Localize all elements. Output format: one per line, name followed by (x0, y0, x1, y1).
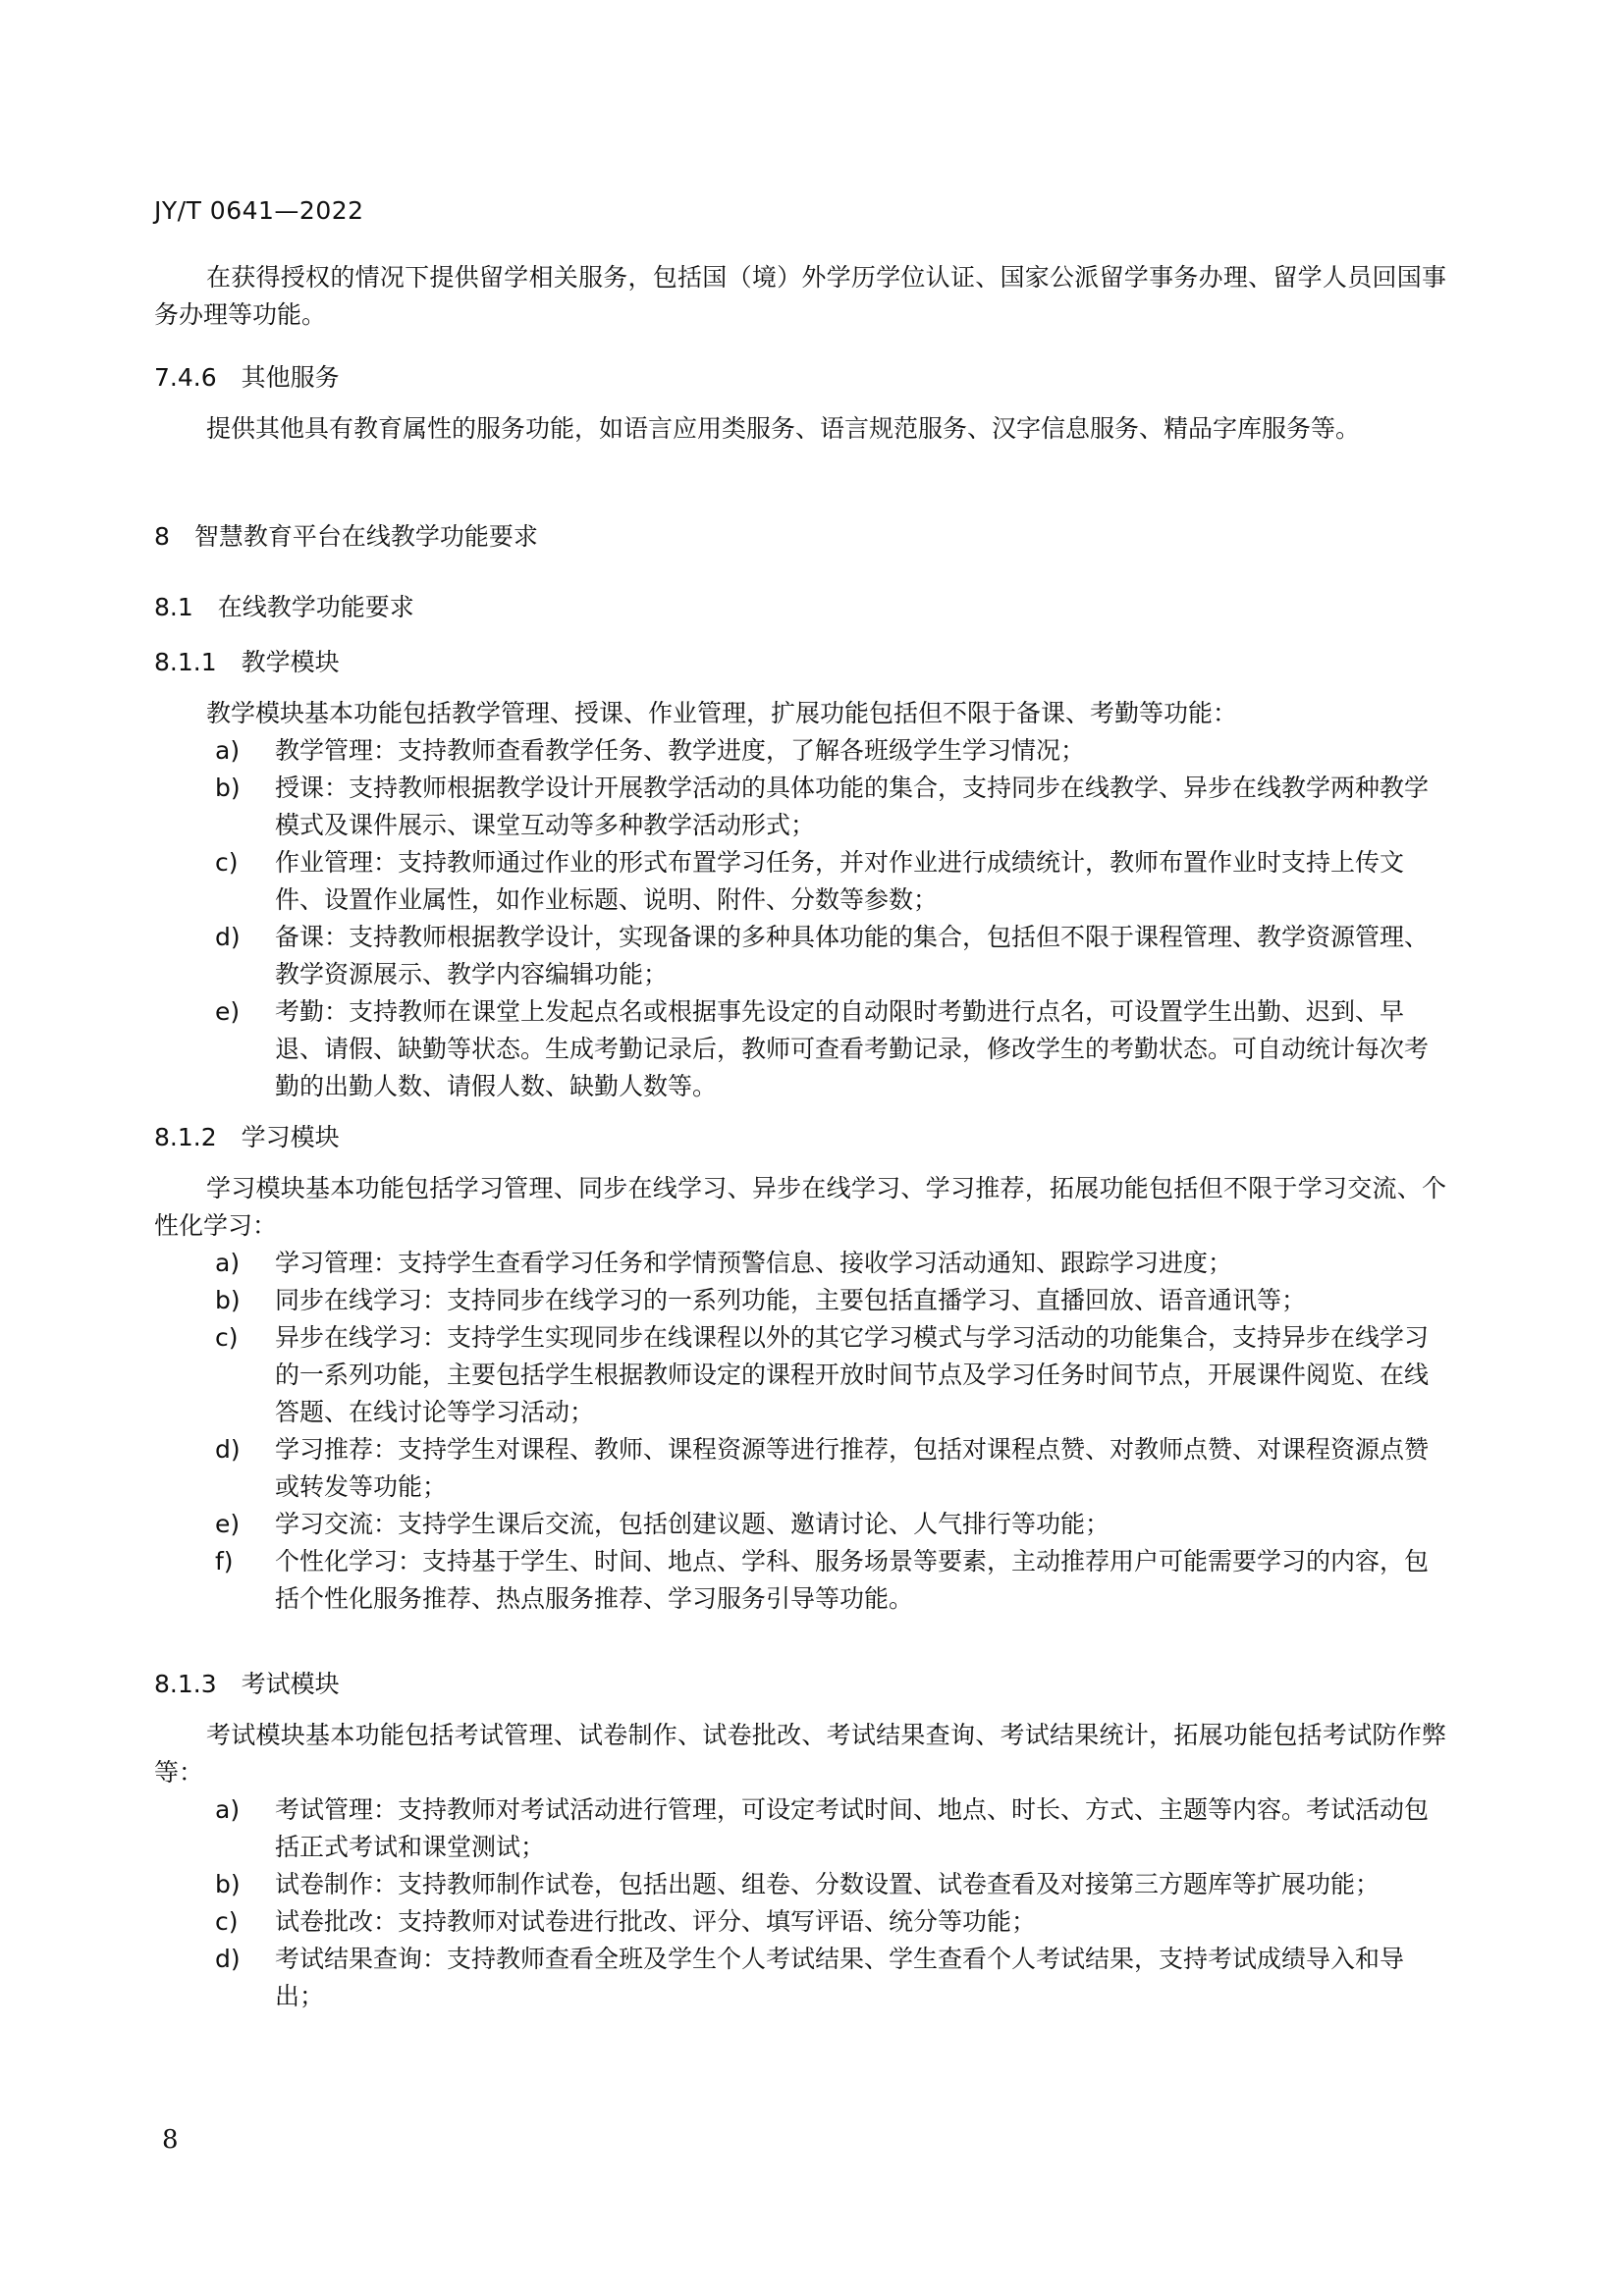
section-heading: 7.4.6 其他服务 (154, 363, 340, 392)
chapter-heading: 8 智慧教育平台在线教学功能要求 (154, 522, 538, 551)
list-teaching (154, 732, 1446, 1105)
list-item (154, 1245, 1446, 1282)
section-8-1-1 (154, 644, 1446, 1105)
document-id-header: JY/T 0641—2022 (154, 196, 364, 225)
list-item (154, 1282, 1446, 1319)
list-label: a) (215, 1795, 241, 1824)
list-item (154, 770, 1446, 844)
list-text: 试卷制作：支持教师制作试卷，包括出题、组卷、分数设置、试卷查看及对接第三方题库等扩展功能； (275, 1870, 1380, 1898)
section-8 (154, 518, 1446, 556)
list-text: 授课：支持教师根据教学设计开展教学活动的具体功能的集合，支持同步在线教学、异步在线教学两种教学模式及课件展示、课堂互动等多种教学活动形式； (275, 774, 1430, 839)
list-item (154, 732, 1446, 770)
list-text: 教学管理：支持教师查看教学任务、教学进度，了解各班级学生学习情况； (275, 736, 1086, 765)
list-label: d) (215, 1435, 241, 1464)
list-label: b) (215, 774, 241, 802)
intro-paragraph: 在获得授权的情况下提供留学相关服务，包括国（境）外学历学位认证、国家公派留学事务办理、留学人员回国事务办理等功能。 (154, 263, 1446, 329)
list-item (154, 1543, 1446, 1618)
section-heading: 8.1.1 教学模块 (154, 648, 340, 676)
list-item (154, 1903, 1446, 1941)
list-item (154, 1866, 1446, 1903)
list-text: 作业管理：支持教师通过作业的形式布置学习任务，并对作业进行成绩统计，教师布置作业时支持上传文件、设置作业属性，如作业标题、说明、附件、分数等参数； (275, 848, 1405, 914)
list-item (154, 1431, 1446, 1506)
list-label: f) (215, 1547, 234, 1575)
list-label: c) (215, 848, 239, 877)
list-text: 考试管理：支持教师对考试活动进行管理，可设定考试时间、地点、时长、方式、主题等内容。考试活动包括正式考试和课堂测试； (275, 1795, 1430, 1861)
section-7-4-6 (154, 359, 1446, 448)
list-text: 学习交流：支持学生课后交流，包括创建议题、邀请讨论、人气排行等功能； (275, 1510, 1110, 1538)
section-intro: 教学模块基本功能包括教学管理、授课、作业管理，扩展功能包括但不限于备课、考勤等功能： (206, 699, 1238, 727)
section-8-1-2 (154, 1119, 1446, 1618)
list-text: 同步在线学习：支持同步在线学习的一系列功能，主要包括直播学习、直播回放、语音通讯等； (275, 1286, 1307, 1314)
list-item (154, 1319, 1446, 1431)
section-intro: 考试模块基本功能包括考试管理、试卷制作、试卷批改、考试结果查询、考试结果统计，拓展功能包括考试防作弊等： (154, 1721, 1446, 1787)
list-label: c) (215, 1323, 239, 1352)
section-paragraph: 提供其他具有教育属性的服务功能，如语言应用类服务、语言规范服务、汉字信息服务、精品字库服务等。 (206, 414, 1361, 443)
list-item (154, 844, 1446, 919)
list-text: 个性化学习：支持基于学生、时间、地点、学科、服务场景等要素，主动推荐用户可能需要学习的内容，包括个性化服务推荐、热点服务推荐、学习服务引导等功能。 (275, 1547, 1430, 1613)
list-label: e) (215, 1510, 241, 1538)
list-item (154, 1506, 1446, 1543)
list-label: b) (215, 1870, 241, 1898)
section-heading: 8.1.2 学习模块 (154, 1123, 340, 1151)
list-label: a) (215, 736, 241, 765)
list-learning (154, 1245, 1446, 1618)
list-text: 学习管理：支持学生查看学习任务和学情预警信息、接收学习活动通知、跟踪学习进度； (275, 1249, 1233, 1277)
list-text: 异步在线学习：支持学生实现同步在线课程以外的其它学习模式与学习活动的功能集合，支持异步在线学习的一系列功能，主要包括学生根据教师设定的课程开放时间节点及学习任务时间节点，开展课件阅览、在线答题、在线讨论等学习活动； (275, 1323, 1430, 1426)
list-label: e) (215, 997, 241, 1026)
list-exam (154, 1791, 1446, 2015)
list-item (154, 919, 1446, 993)
list-text: 试卷批改：支持教师对试卷进行批改、评分、填写评语、统分等功能； (275, 1907, 1037, 1936)
section-intro: 学习模块基本功能包括学习管理、同步在线学习、异步在线学习、学习推荐，拓展功能包括但不限于学习交流、个性化学习： (154, 1174, 1446, 1240)
list-text: 考试结果查询：支持教师查看全班及学生个人考试结果、学生查看个人考试结果，支持考试成绩导入和导出； (275, 1945, 1405, 2010)
list-item (154, 1941, 1446, 2015)
section-heading: 8.1 在线教学功能要求 (154, 593, 414, 621)
intro-section (154, 259, 1446, 334)
list-item (154, 1791, 1446, 1866)
list-item (154, 993, 1446, 1105)
section-8-1 (154, 589, 1446, 626)
list-label: d) (215, 923, 241, 951)
page-number: 8 (162, 2125, 179, 2155)
section-8-1-3 (154, 1666, 1446, 2015)
list-text: 考勤：支持教师在课堂上发起点名或根据事先设定的自动限时考勤进行点名，可设置学生出勤、迟到、早退、请假、缺勤等状态。生成考勤记录后，教师可查看考勤记录，修改学生的考勤状态。可自动统计每次考勤的出勤人数、请假人数、缺勤人数等。 (275, 997, 1430, 1100)
list-label: c) (215, 1907, 239, 1936)
list-text: 备课：支持教师根据教学设计，实现备课的多种具体功能的集合，包括但不限于课程管理、教学资源管理、教学资源展示、教学内容编辑功能； (275, 923, 1430, 988)
list-label: b) (215, 1286, 241, 1314)
list-label: a) (215, 1249, 241, 1277)
section-heading: 8.1.3 考试模块 (154, 1670, 340, 1698)
list-label: d) (215, 1945, 241, 1973)
list-text: 学习推荐：支持学生对课程、教师、课程资源等进行推荐，包括对课程点赞、对教师点赞、对课程资源点赞或转发等功能； (275, 1435, 1430, 1501)
